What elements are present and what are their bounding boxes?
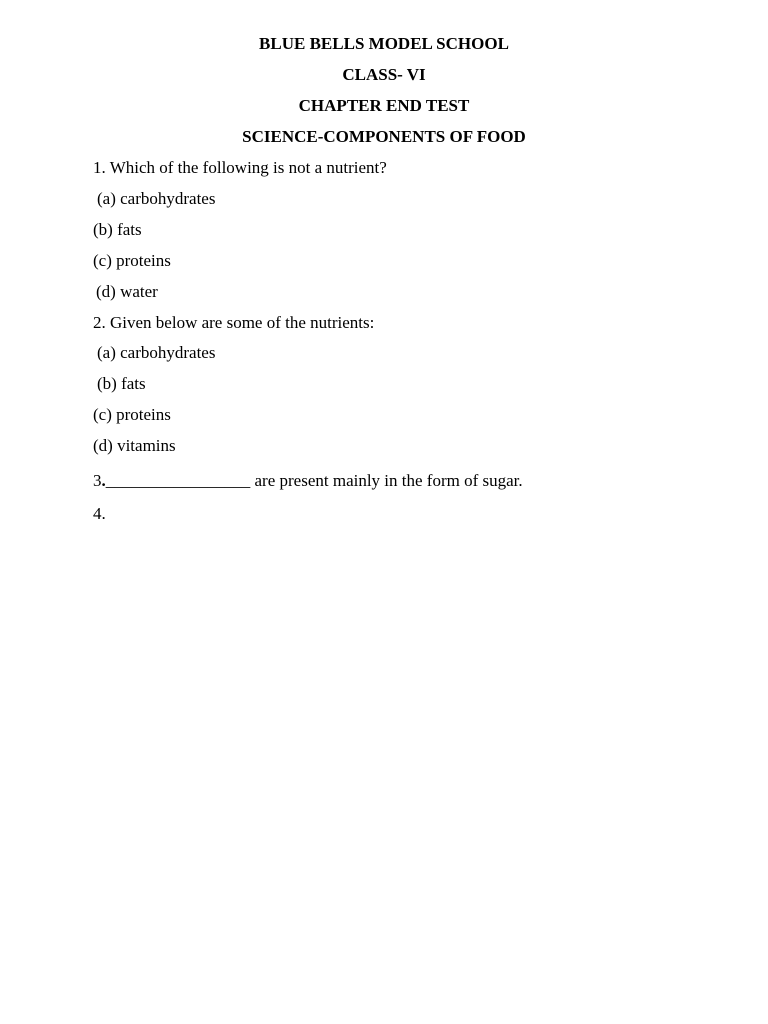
question-2: 2. Given below are some of the nutrients: <box>93 313 375 332</box>
question-1-option-d: (d) water <box>96 282 158 301</box>
fill-in-blank: _________________ <box>105 471 251 490</box>
question-3-number: 3 <box>93 471 102 490</box>
question-1-option-c: (c) proteins <box>93 251 171 270</box>
question-3-dot: . <box>101 471 106 490</box>
question-3 <box>93 471 523 491</box>
question-2-option-b: (b) fats <box>97 374 146 393</box>
question-2-option-c: (c) proteins <box>93 405 171 424</box>
question-2-option-a: (a) carbohydrates <box>97 343 216 362</box>
question-1: 1. Which of the following is not a nutrient? <box>93 158 387 177</box>
class-title: CLASS- VI <box>342 65 426 84</box>
subject-title: SCIENCE-COMPONENTS OF FOOD <box>242 127 526 146</box>
test-title: CHAPTER END TEST <box>298 96 470 115</box>
school-name: BLUE BELLS MODEL SCHOOL <box>259 34 509 53</box>
question-4: 4. <box>93 504 106 523</box>
question-1-option-a: (a) carbohydrates <box>97 189 216 208</box>
question-1-option-b: (b) fats <box>93 220 142 239</box>
question-2-option-d: (d) vitamins <box>93 436 176 455</box>
question-3-text: are present mainly in the form of sugar. <box>250 471 523 490</box>
